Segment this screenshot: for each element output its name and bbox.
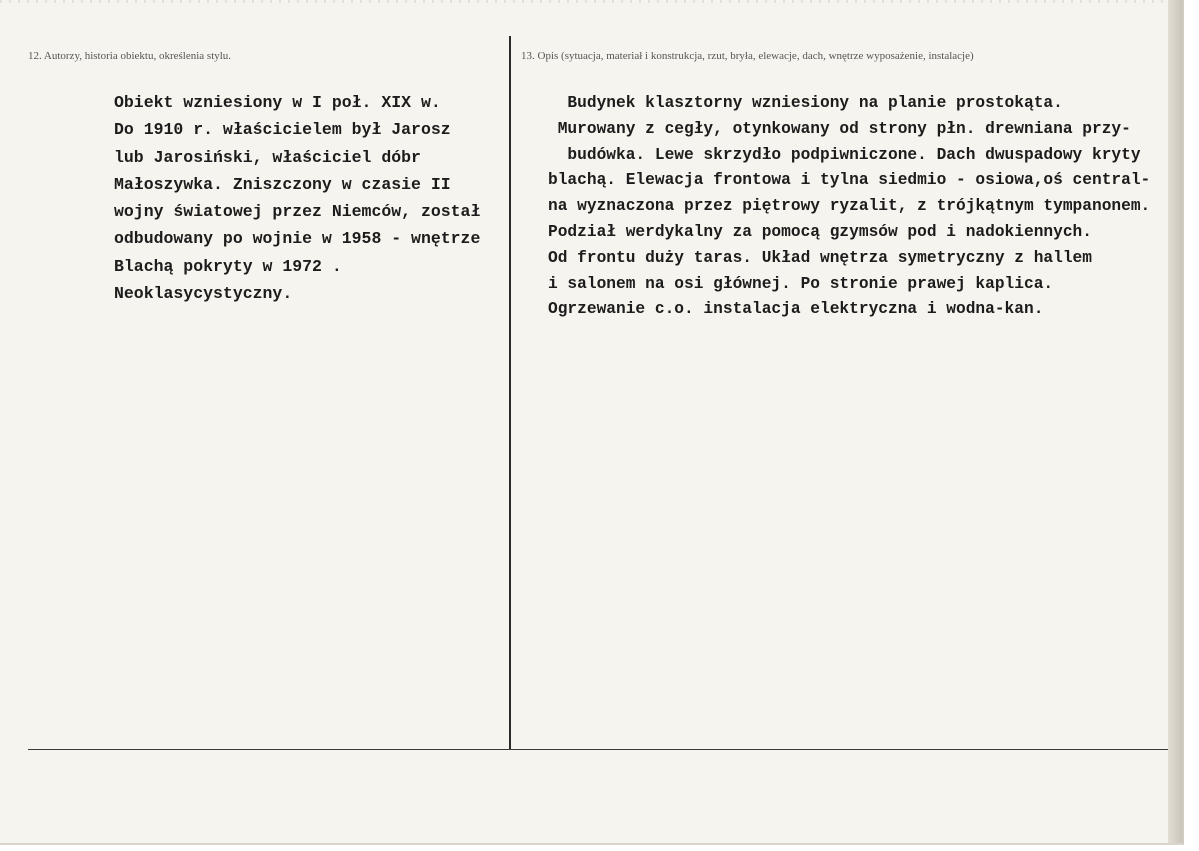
text-line: wojny światowej przez Niemców, został [114, 202, 481, 222]
text-line: blachą. Elewacja frontowa i tylna siedmio - osiowa,oś central- [548, 171, 1151, 190]
description-typed-text [548, 91, 1150, 323]
text-line: Murowany z cegły, otynkowany od strony płn. drewniana przy- [548, 119, 1131, 138]
text-line: Blachą pokryty w 1972 . [114, 256, 342, 276]
card-right-edge [1168, 0, 1182, 845]
column-divider [509, 36, 511, 750]
text-line: na wyznaczona przez piętrowy ryzalit, z trójkątnym tympanonem. [548, 197, 1151, 216]
text-line: Od frontu duży taras. Układ wnętrza symetryczny z hallem [548, 248, 1092, 267]
section-13-heading: 13. Opis (sytuacja, materiał i konstrukcja, rzut, bryła, elewacje, dach, wnętrze wyposażenie, instalacje) [521, 50, 974, 62]
text-line: Małoszywka. Zniszczony w czasie II [114, 174, 451, 194]
text-line: Obiekt wzniesiony w I poł. XIX w. [114, 93, 441, 112]
text-line: Podział werdykalny za pomocą gzymsów pod i nadokiennych. [548, 222, 1092, 241]
text-line: odbudowany po wojnie w 1958 - wnętrze [114, 229, 481, 249]
text-line: lub Jarosiński, właściciel dóbr [114, 147, 421, 167]
text-line: i salonem na osi głównej. Po stronie prawej kaplica. [548, 274, 1054, 293]
text-line: Ogrzewanie c.o. instalacja elektryczna i wodna-kan. [548, 300, 1044, 319]
text-line: Budynek klasztorny wzniesiony na planie prostokąta. [548, 94, 1063, 112]
card-top-perforation [0, 0, 1184, 3]
section-12-heading: 12. Autorzy, historia obiektu, określenia stylu. [28, 50, 232, 62]
history-typed-text [114, 89, 480, 307]
text-line: Do 1910 r. właścicielem był Jarosz [114, 120, 451, 140]
text-line: budówka. Lewe skrzydło podpiwniczone. Dach dwuspadowy kryty [548, 145, 1141, 164]
text-line: Neoklasycystyczny. [114, 284, 293, 304]
bottom-rule [28, 749, 1176, 750]
